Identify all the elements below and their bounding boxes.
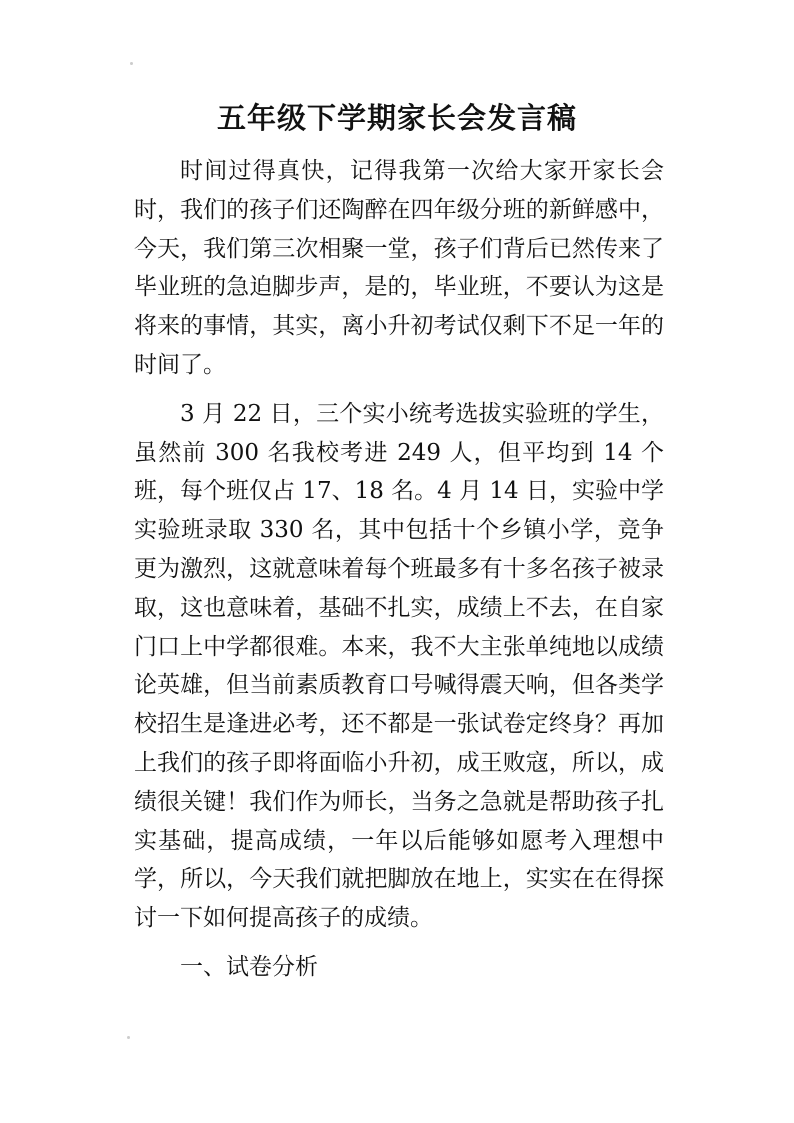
paragraph-exam-results: 3 月 22 日，三个实小统考选拔实验班的学生，虽然前 300 名我校考进 249 人，但平均到 14 个班，每个班仅占 17、18 名。4 月 14 日，实验中学实验班录取 330 名，其中包括十个乡镇小学，竞争更为激烈，这就意味着每个班最多有十多名孩子被录取，这也意味着，基础不扎实，成绩上不去，在自家门口上中学都很难。本来，我不大主张单纯地以成绩论英雄，但当前素质教育口号喊得震天响，但各类学校招生是逢进必考，还不都是一张试卷定终身？再加上我们的孩子即将面临小升初，成王败寇，所以，成绩很关键！我们作为师长，当务之急就是帮助孩子扎实基础，提高成绩，一年以后能够如愿考入理想中学，所以，今天我们就把脚放在地上，实实在在得探讨一下如何提高孩子的成绩。 [134,400,664,932]
scan-speck [127,1036,130,1039]
scan-speck [130,62,133,65]
paragraph-intro: 时间过得真快，记得我第一次给大家开家长会时，我们的孩子们还陶醉在四年级分班的新鲜感中，今天，我们第三次相聚一堂，孩子们背后已然传来了毕业班的急迫脚步声，是的，毕业班，不要认为这是将来的事情，其实，离小升初考试仅剩下不足一年的时间了。 [134,158,664,378]
document-title: 五年级下学期家长会发言稿 [216,101,577,135]
document-body [134,152,664,987]
section-heading: 一、试卷分析 [180,953,318,980]
